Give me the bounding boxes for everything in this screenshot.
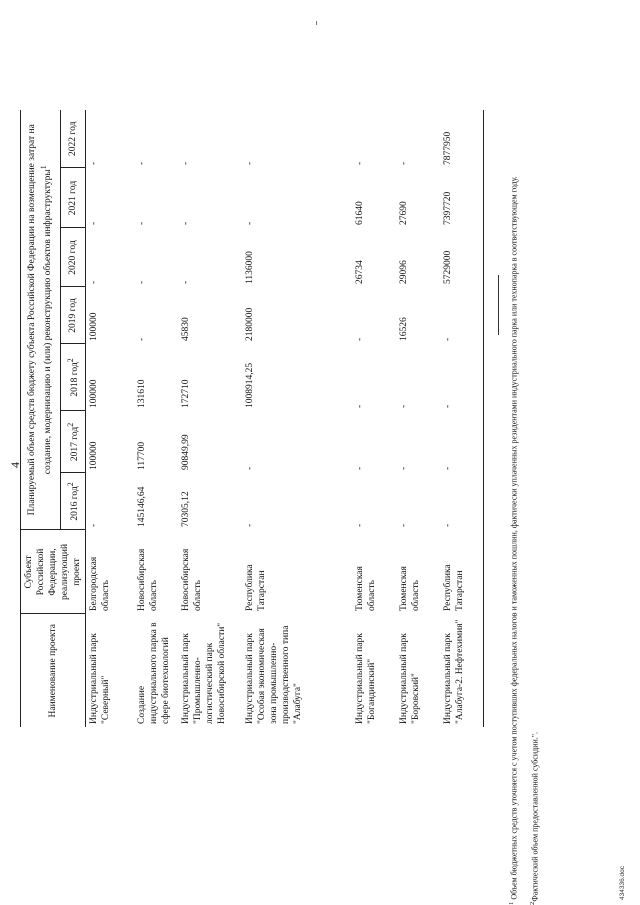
value-cell: -: [440, 344, 484, 411]
subject-name: Республика Татарстан: [244, 564, 267, 611]
footnote-mark: 1: [508, 901, 515, 905]
footnote-mark: 2: [529, 901, 536, 905]
subject-name: Тюменская область: [398, 566, 421, 611]
footnote-ref: 2: [65, 422, 75, 427]
project-name: Индустриальный парк "Богандинский": [354, 633, 377, 724]
project-name: Индустриальный парк "Особая экономическая зона промышленно-производственного типа "Алабуга": [244, 625, 303, 724]
value-cell: -: [89, 280, 99, 284]
table-row: [440, 110, 484, 727]
header-project-name: Наименование проекта: [21, 614, 86, 727]
value-cell: -: [244, 161, 255, 165]
value-cell: 61640: [354, 201, 365, 225]
subject-name: Новосибирская область: [136, 548, 159, 611]
value-cell: -: [136, 161, 147, 165]
value-cell: 2180000: [244, 307, 255, 341]
value-cell: -: [136, 280, 147, 284]
value-cell: -: [398, 404, 409, 408]
scan-mark: [316, 21, 317, 25]
header-year: [60, 110, 85, 168]
value-cell: 100000: [89, 312, 99, 341]
value-cell: -: [136, 337, 147, 341]
value-cell: -: [354, 161, 365, 165]
value-cell: 1136000: [244, 251, 255, 284]
footnote-ref: 1: [39, 165, 49, 170]
footnote-ref: 2: [65, 482, 75, 487]
value-cell: -: [244, 221, 255, 225]
value-cell: -: [354, 337, 365, 341]
value-cell: -: [244, 466, 255, 470]
project-name: Индустриальный парк "Промышленно-логистический парк Новосибирской области": [180, 622, 227, 724]
value-cell: 1008914,25: [244, 362, 255, 408]
project-name: Индустриальный парк "Алабуга-2. Нефтехимия": [440, 614, 484, 727]
table-row: [86, 110, 134, 727]
value-cell: -: [354, 466, 365, 470]
value-cell: 100000: [89, 379, 99, 408]
header-year: [60, 411, 85, 473]
subject-name: Белгородская область: [89, 556, 111, 611]
closing-rule: [498, 275, 499, 335]
table-row: [178, 110, 242, 727]
header-year: [60, 344, 85, 411]
value-cell: 45830: [180, 317, 191, 341]
value-cell: -: [89, 523, 99, 527]
subsidy-table: [20, 110, 484, 727]
project-name: Создание индустриального парка в сфере биотехнологий: [136, 622, 171, 724]
value-cell: -: [89, 161, 99, 165]
value-cell: -: [89, 221, 99, 225]
value-cell: 7397720: [440, 168, 484, 228]
value-cell: -: [398, 466, 409, 470]
header-year: [60, 473, 85, 530]
header-year-label: 2018 год: [69, 362, 80, 397]
table-row: [134, 110, 178, 727]
value-cell: -: [180, 280, 191, 284]
value-cell: -: [244, 523, 255, 527]
header-year-label: 2019 год: [67, 298, 78, 333]
value-cell: 29096: [398, 260, 409, 284]
value-cell: -: [440, 411, 484, 473]
page-number: 4: [8, 462, 22, 468]
header-year: [60, 168, 85, 228]
value-cell: 100000: [89, 441, 99, 470]
table-row: [242, 110, 352, 727]
header-year: [60, 287, 85, 344]
value-cell: 131610: [136, 379, 147, 408]
value-cell: 117700: [136, 441, 147, 470]
value-cell: -: [180, 221, 191, 225]
value-cell: 5729000: [440, 228, 484, 287]
value-cell: -: [440, 473, 484, 530]
footnote-text: Фактический объем предоставленной субсидии.".: [530, 731, 540, 902]
header-year-label: 2021 год: [67, 180, 78, 216]
value-cell: -: [440, 287, 484, 344]
table-row: [352, 110, 396, 727]
footnote-2: [528, 175, 541, 905]
header-year-label: 2017 год: [69, 426, 80, 462]
value-cell: 70305,12: [180, 491, 191, 527]
header-subject: Субъект Российской Федерации, реализующий проект: [21, 530, 86, 614]
header-planned-volume-text: Планируемый объем средств бюджету субъекта Российской Федерации на возмещение затрат на создание, модернизацию и (или) реконструкцию объектов инфраструктуры: [27, 124, 54, 516]
subject-name: Новосибирская область: [180, 548, 203, 611]
header-planned-volume: [21, 110, 61, 530]
header-year-label: 2022 год: [67, 121, 78, 156]
value-cell: 172710: [180, 379, 191, 408]
file-code: 434336.doc: [619, 866, 626, 900]
table-row: [396, 110, 440, 727]
table-body: [21, 110, 484, 727]
value-cell: 145146,64: [136, 486, 147, 527]
value-cell: -: [180, 161, 191, 165]
value-cell: 16526: [398, 317, 409, 341]
project-name: Индустриальный парк "Боровский": [398, 633, 421, 724]
header-year-label: 2016 год: [69, 486, 80, 521]
header-row-1: [21, 110, 61, 727]
header-year: [60, 228, 85, 287]
value-cell: 26734: [354, 260, 365, 284]
footnote-ref: 2: [65, 358, 75, 363]
value-cell: 90849,99: [180, 434, 191, 470]
value-cell: -: [398, 523, 409, 527]
footnote-1: [507, 175, 520, 905]
subject-name: Тюменская область: [354, 566, 377, 611]
project-name: Индустриальный парк "Северный": [89, 633, 111, 724]
header-year-label: 2020 год: [67, 240, 78, 275]
footnote-text: Объем бюджетных средств уточняется с учетом поступивших федеральных налогов и таможенных пошлин, фактически уплаченных резидентами индустриального парка или технопарка в соответствующем году.: [509, 176, 519, 900]
value-cell: 7877950: [440, 110, 484, 168]
value-cell: -: [354, 523, 365, 527]
value-cell: -: [354, 404, 365, 408]
value-cell: -: [398, 161, 409, 165]
value-cell: 27690: [398, 201, 409, 225]
subject-name: Республика Татарстан: [440, 530, 484, 614]
value-cell: -: [136, 221, 147, 225]
